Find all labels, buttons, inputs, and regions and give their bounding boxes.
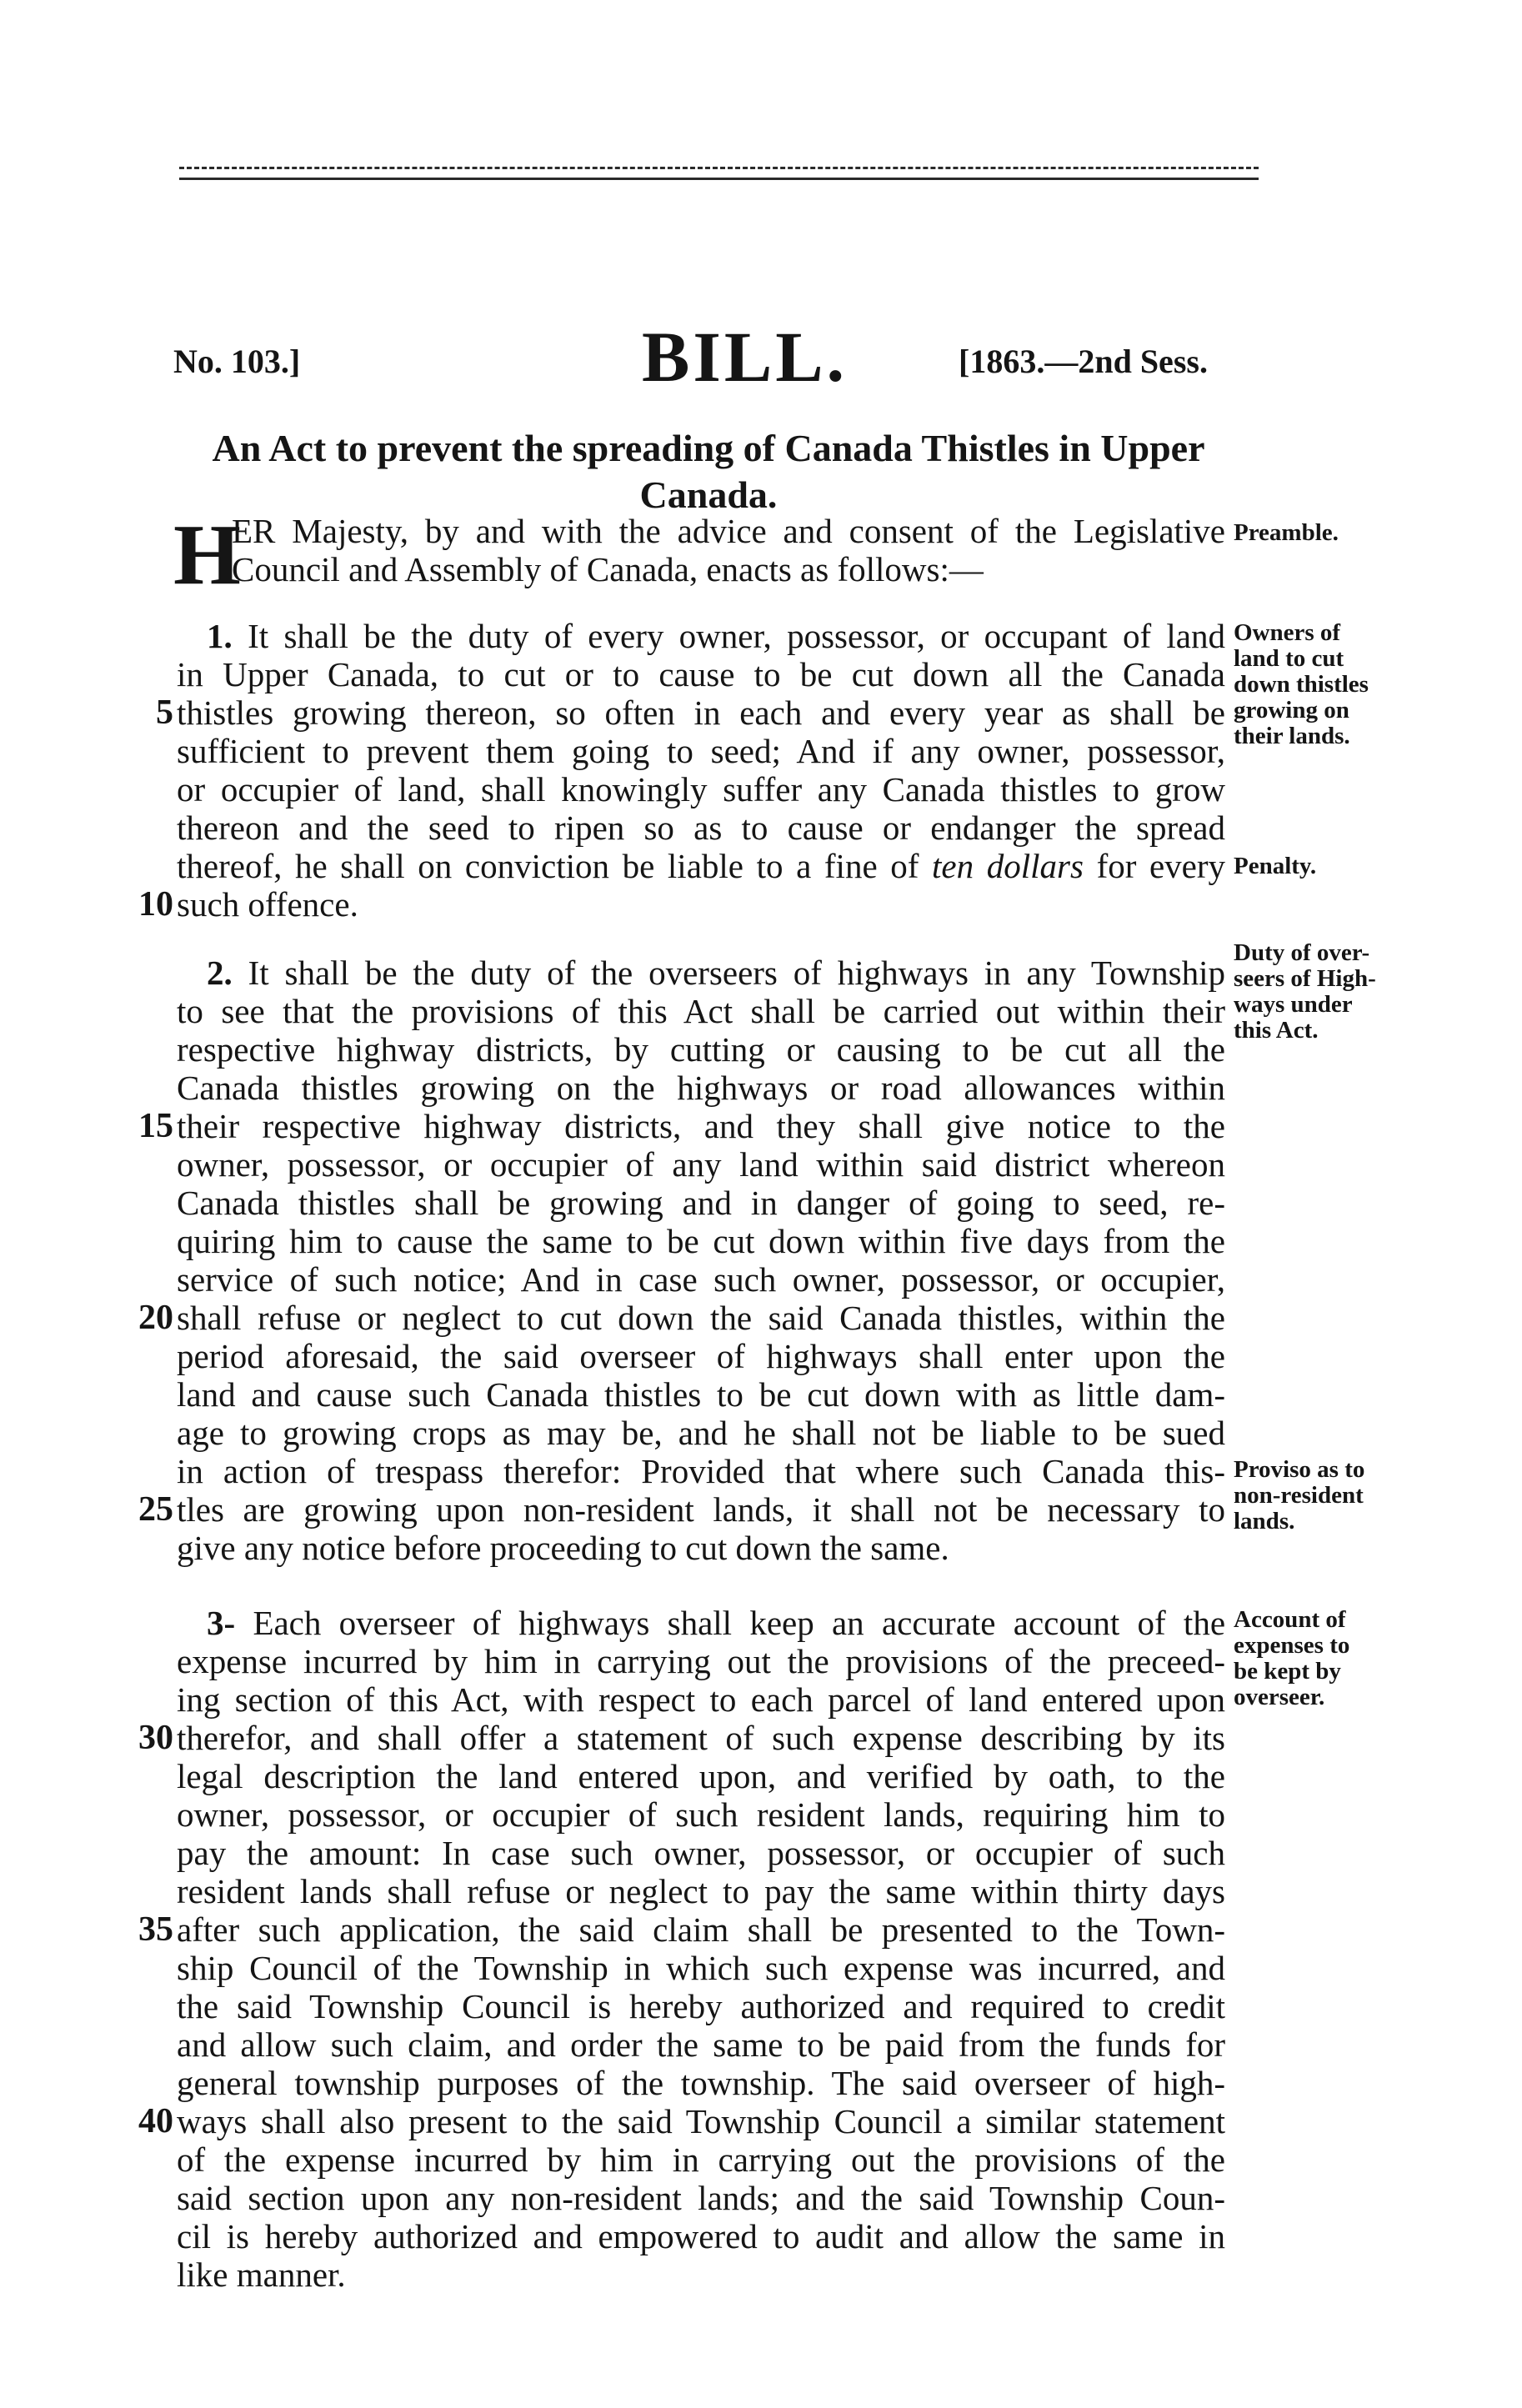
section-2-line: Canada thistles growing on the highways or road allowances within xyxy=(177,1069,1225,1107)
section-3-line: ing section of this Act, with respect to each parcel of land entered upon xyxy=(177,1680,1225,1719)
margin-note-overseers xyxy=(1234,940,1521,1044)
section-1-line-fine xyxy=(177,847,1225,885)
margin-note-line: expenses to xyxy=(1234,1632,1350,1659)
margin-note-owners xyxy=(1234,620,1521,749)
line-number: 35 xyxy=(138,1910,173,1949)
section-3-line: expense incurred by him in carrying out the provisions of the preceed- xyxy=(177,1642,1225,1680)
section-2-line: Canada thistles shall be growing and in danger of going to seed, re- xyxy=(177,1184,1225,1222)
line-number: 25 xyxy=(138,1490,173,1529)
margin-note-line: their lands. xyxy=(1234,723,1350,749)
section-2-line: in action of trespass therefor: Provided that where such Canada this- xyxy=(177,1452,1225,1490)
margin-note-line: lands. xyxy=(1234,1508,1295,1534)
section-1-line: sufficient to prevent them going to seed; And if any owner, possessor, xyxy=(177,732,1225,770)
section-number: 1. xyxy=(207,617,233,655)
line-number: 20 xyxy=(138,1299,173,1337)
section-2-line: their respective highway districts, and they shall give notice to the xyxy=(177,1107,1225,1145)
section-3-line: resident lands shall refuse or neglect to pay the same within thirty days xyxy=(177,1872,1225,1910)
section-text: It shall be the duty of every owner, possessor, or occupant of land xyxy=(248,617,1226,655)
section-2-line: respective highway districts, by cutting or causing to be cut all the xyxy=(177,1030,1225,1069)
bill-number: No. 103.] xyxy=(173,343,301,380)
preamble-line: Council and Assembly of Canada, enacts as follows:— xyxy=(232,550,984,588)
line-number: 10 xyxy=(138,885,173,924)
section-2-line: shall refuse or neglect to cut down the said Canada thistles, within the xyxy=(177,1299,1225,1337)
margin-note-account xyxy=(1234,1607,1521,1710)
margin-note-line: overseer. xyxy=(1234,1684,1325,1710)
section-3-line: owner, possessor, or occupier of such resident lands, requiring him to xyxy=(177,1795,1225,1834)
section-3-line: the said Township Council is hereby authorized and required to credit xyxy=(177,1987,1225,2025)
margin-note-proviso xyxy=(1234,1457,1521,1534)
act-title xyxy=(167,425,1250,518)
margin-note-line: Owners of xyxy=(1234,619,1341,646)
section-1-line: such offence. xyxy=(177,885,358,924)
margin-note-line: Penalty. xyxy=(1234,853,1317,879)
section-2-line: land and cause such Canada thistles to be cut down with as little dam- xyxy=(177,1375,1225,1414)
margin-note-line: Proviso as to xyxy=(1234,1456,1365,1483)
section-2-line: give any notice before proceeding to cut down the same. xyxy=(177,1529,949,1567)
section-2-first-line xyxy=(207,954,1225,992)
preamble-line: ER Majesty, by and with the advice and consent of the Legislative xyxy=(232,512,1225,550)
section-2-line: quiring him to cause the same to be cut down within five days from the xyxy=(177,1222,1225,1260)
section-3-line: general township purposes of the township. The said overseer of high- xyxy=(177,2064,1225,2102)
section-3-line: legal description the land entered upon, and verified by oath, to the xyxy=(177,1757,1225,1795)
section-1-first-line xyxy=(207,617,1225,655)
line-number: 40 xyxy=(138,2102,173,2140)
section-1-line: in Upper Canada, to cut or to cause to be cut down all the Canada xyxy=(177,655,1225,693)
line-number: 30 xyxy=(138,1719,173,1757)
section-text: for every xyxy=(1096,847,1226,885)
bill-heading: BILL. xyxy=(642,317,849,397)
section-3-line: cil is hereby authorized and empowered to audit and allow the same in xyxy=(177,2217,1225,2255)
margin-note-line: Preamble. xyxy=(1234,519,1339,546)
section-3-line: and allow such claim, and order the same to be paid from the funds for xyxy=(177,2025,1225,2064)
section-3-line: pay the amount: In case such owner, possessor, or occupier of such xyxy=(177,1834,1225,1872)
margin-note-line: land to cut xyxy=(1234,645,1344,672)
preamble-dropcap: H xyxy=(173,507,241,603)
line-number: 15 xyxy=(138,1107,173,1145)
margin-note-line: growing on xyxy=(1234,697,1349,723)
section-3-line: ship Council of the Township in which such expense was incurred, and xyxy=(177,1949,1225,1987)
margin-note-penalty xyxy=(1234,854,1521,879)
section-2-line: period aforesaid, the said overseer of highways shall enter upon the xyxy=(177,1337,1225,1375)
margin-note-line: this Act. xyxy=(1234,1017,1319,1044)
section-3-first-line xyxy=(207,1604,1225,1642)
section-2-line: to see that the provisions of this Act shall be carried out within their xyxy=(177,992,1225,1030)
section-3-line: like manner. xyxy=(177,2255,346,2294)
section-text: Each overseer of highways shall keep an accurate account of the xyxy=(253,1604,1226,1642)
margin-note-line: Duty of over- xyxy=(1234,939,1370,966)
section-3-line: therefor, and shall offer a statement of such expense describing by its xyxy=(177,1719,1225,1757)
section-3-line: ways shall also present to the said Township Council a similar statement xyxy=(177,2102,1225,2140)
margin-note-line: seers of High- xyxy=(1234,965,1376,992)
section-1-line: or occupier of land, shall knowingly suffer any Canada thistles to grow xyxy=(177,770,1225,809)
act-title-line: An Act to prevent the spreading of Canada Thistles in Upper xyxy=(212,427,1205,469)
margin-note-preamble xyxy=(1234,520,1521,546)
section-2-line: tles are growing upon non-resident lands, it shall not be necessary to xyxy=(177,1490,1225,1529)
section-number: 2. xyxy=(207,954,233,992)
section-1-line: thistles growing thereon, so often in each and every year as shall be xyxy=(177,693,1225,732)
section-2-line: service of such notice; And in case such owner, possessor, or occupier, xyxy=(177,1260,1225,1299)
section-3-line: said section upon any non-resident lands; and the said Township Coun- xyxy=(177,2179,1225,2217)
margin-note-line: ways under xyxy=(1234,991,1353,1018)
fine-amount: ten dollars xyxy=(932,847,1084,885)
section-3-line: of the expense incurred by him in carrying out the provisions of the xyxy=(177,2140,1225,2179)
section-number: 3- xyxy=(207,1604,236,1642)
header-rule xyxy=(179,167,1259,180)
margin-note-line: non-resident xyxy=(1234,1482,1364,1509)
section-1-line: thereon and the seed to ripen so as to cause or endanger the spread xyxy=(177,809,1225,847)
line-number: 5 xyxy=(156,693,173,732)
margin-note-line: Account of xyxy=(1234,1606,1346,1633)
session-label: [1863.—2nd Sess. xyxy=(959,343,1208,380)
section-text: It shall be the duty of the overseers of highways in any Township xyxy=(248,954,1225,992)
section-text: thereof, he shall on conviction be liable to a fine of xyxy=(177,847,919,885)
section-2-line: owner, possessor, or occupier of any land within said district whereon xyxy=(177,1145,1225,1184)
section-3-line: after such application, the said claim shall be presented to the Town- xyxy=(177,1910,1225,1949)
act-title-line: Canada. xyxy=(639,473,778,516)
section-2-line: age to growing crops as may be, and he shall not be liable to be sued xyxy=(177,1414,1225,1452)
margin-note-line: be kept by xyxy=(1234,1658,1341,1685)
margin-note-line: down thistles xyxy=(1234,671,1369,698)
